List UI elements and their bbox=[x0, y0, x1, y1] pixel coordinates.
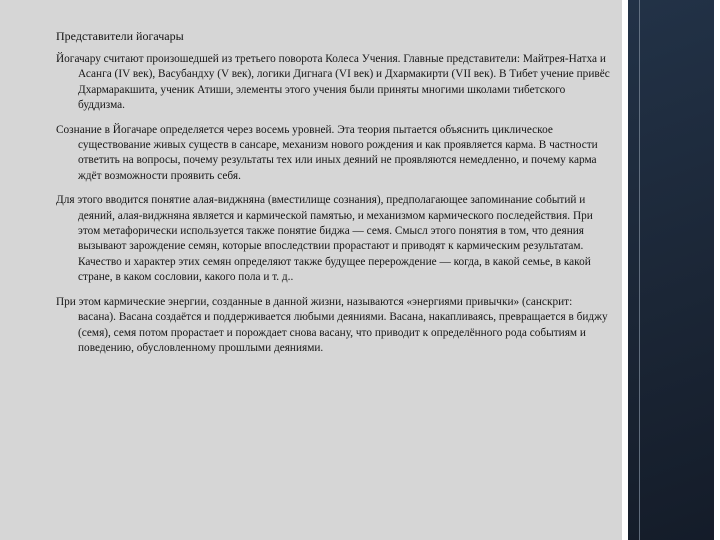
paragraph-3: Для этого вводится понятие алая-виджняна (вместилище сознания), предполагающее запоминание событий и деяний, алая-виджняна является и кармической памятью, и механизмом кармического последействия. При этом метафорически используется также понятие биджа — семя. Смысл этого понятия в том, что деяния вызывают зарождение семян, которые впоследствии прорастают и приводят к кармическим результатам. Качество и характер этих семян определяют также будущее перерождение — когда, в какой семье, в какой стране, в каком сословии, какого пола и т. д.. bbox=[56, 194, 593, 284]
paragraph-4: При этом кармические энергии, созданные в данной жизни, называются «энергиями привычки» (санскрит: васана). Васана создаётся и поддерживается любыми деяниями. Васана, накапливаясь, превращается в биджу (семя), семя потом прорастает и порождает снова васану, что приводит к определённого рода событиям и поведению, обусловленному прошлыми деяниями. bbox=[56, 295, 608, 354]
sidebar-divider-line bbox=[639, 0, 640, 540]
paragraph-2: Сознание в Йогачаре определяется через восемь уровней. Эта теория пытается объяснить циклическое существование живых существ в сансаре, механизм нового рождения и как проявляется карма. В частности ответить на вопросы, почему результаты тех или иных деяний не проявляются немедленно, и почему карма ждёт возможности проявить себя. bbox=[56, 123, 598, 182]
decorative-sidebar bbox=[628, 0, 714, 540]
slide-title: Представители йогачары bbox=[56, 29, 184, 43]
paragraph-1: Йогачару считают произошедшей из третьего поворота Колеса Учения. Главные представители: Майтрея-Натха и Асанга (IV век), Васубандху (V век), логики Дигнага (VI век) и Дхармакирти (VII век). В Тибет учение привёс Дхармаракшита, ученик Атиши, элементы этого учения были приняты многими школами тибетского буддизма. bbox=[56, 53, 610, 112]
